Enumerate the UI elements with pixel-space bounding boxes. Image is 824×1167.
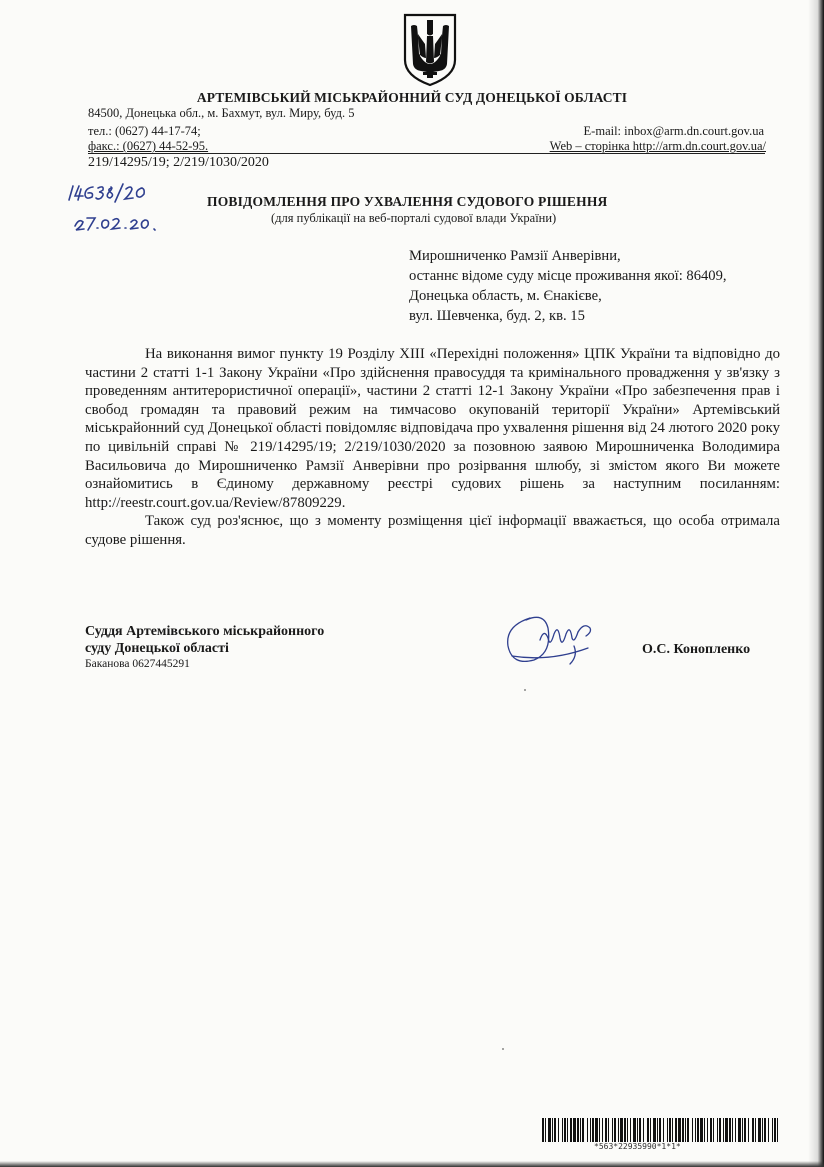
scan-edge-shadow <box>808 0 824 1167</box>
body-paragraph: На виконання вимог пункту 19 Розділу ХІІІ «Перехідні положення» ЦПК України та відповідно до частини 2 статті 1-1 Закону України «Про здійснення правосуддя та кримінального провадження у зв'язку з проведенням антитерористичної операції», частини 2 статті 12-1 Закону України «Про забезпечення прав і свобод громадян та правовий режим на тимчасово окупованій території України» Артемівський міськрайонний суд Донецької області повідомляє відповідача про ухвалення рішення від 24 лютого 2020 року по цивільній справі № 219/14295/19; 2/219/1030/2020 за позовною заявою Мирошниченка Володимира Васильовича до Мирошниченко Рамзії Анверівни про розірвання шлюбу, зі змістом якого Ви можете ознайомитись в Єдиному державному реєстрі судових рішень за наступним посиланням: http://reestr.court.gov.ua/Review/87809229. <box>85 346 780 511</box>
notice-body <box>85 345 780 550</box>
court-name: АРТЕМІВСЬКИЙ МІСЬКРАЙОННИЙ СУД ДОНЕЦЬКОЇ ОБЛАСТІ <box>196 90 628 105</box>
court-website: Web – сторінка http://arm.dn.court.gov.ua/ <box>549 139 766 153</box>
handwritten-registration-note <box>65 180 180 235</box>
scan-speck <box>502 1048 504 1050</box>
body-paragraph: Також суд роз'яснює, що з моменту розміщення цієї інформації вважається, що особа отримала судове рішення. <box>85 513 780 548</box>
document-subtitle: (для публікації на веб-порталі судової влади України) <box>271 211 557 225</box>
judge-position-line: суду Донецької області <box>85 641 229 656</box>
judge-name: О.С. Конопленко <box>642 642 751 657</box>
case-number: 219/14295/19; 2/219/1030/2020 <box>88 155 269 170</box>
court-fax: факс.: (0627) 44-52-95. <box>88 139 209 153</box>
scan-bottom-shadow <box>0 1161 824 1167</box>
clerk-contact: Баканова 0627445291 <box>85 658 190 670</box>
scan-speck <box>524 689 526 691</box>
addressee-line: Мирошниченко Рамзії Анверівни, <box>409 248 621 264</box>
court-address: 84500, Донецька обл., м. Бахмут, вул. Миру, буд. 5 <box>88 106 355 120</box>
judge-position <box>85 623 324 657</box>
handwritten-signature <box>500 598 600 672</box>
court-email: E-mail: inbox@arm.dn.court.gov.ua <box>583 124 764 138</box>
coat-of-arms-icon <box>401 12 459 88</box>
header-divider <box>88 153 765 154</box>
barcode <box>542 1118 778 1142</box>
addressee-block <box>409 246 727 326</box>
court-phone: тел.: (0627) 44-17-74; <box>88 124 201 138</box>
addressee-line: вул. Шевченка, буд. 2, кв. 15 <box>409 308 585 324</box>
judge-position-line: Суддя Артемівського міськрайонного <box>85 624 325 639</box>
document-title: ПОВІДОМЛЕННЯ ПРО УХВАЛЕННЯ СУДОВОГО РІШЕННЯ <box>207 194 608 209</box>
addressee-line: останнє відоме суду місце проживання якої: 86409, <box>409 268 727 284</box>
barcode-number: *563*22935990*1*1* <box>594 1142 681 1151</box>
addressee-line: Донецька область, м. Єнакієве, <box>409 288 602 304</box>
